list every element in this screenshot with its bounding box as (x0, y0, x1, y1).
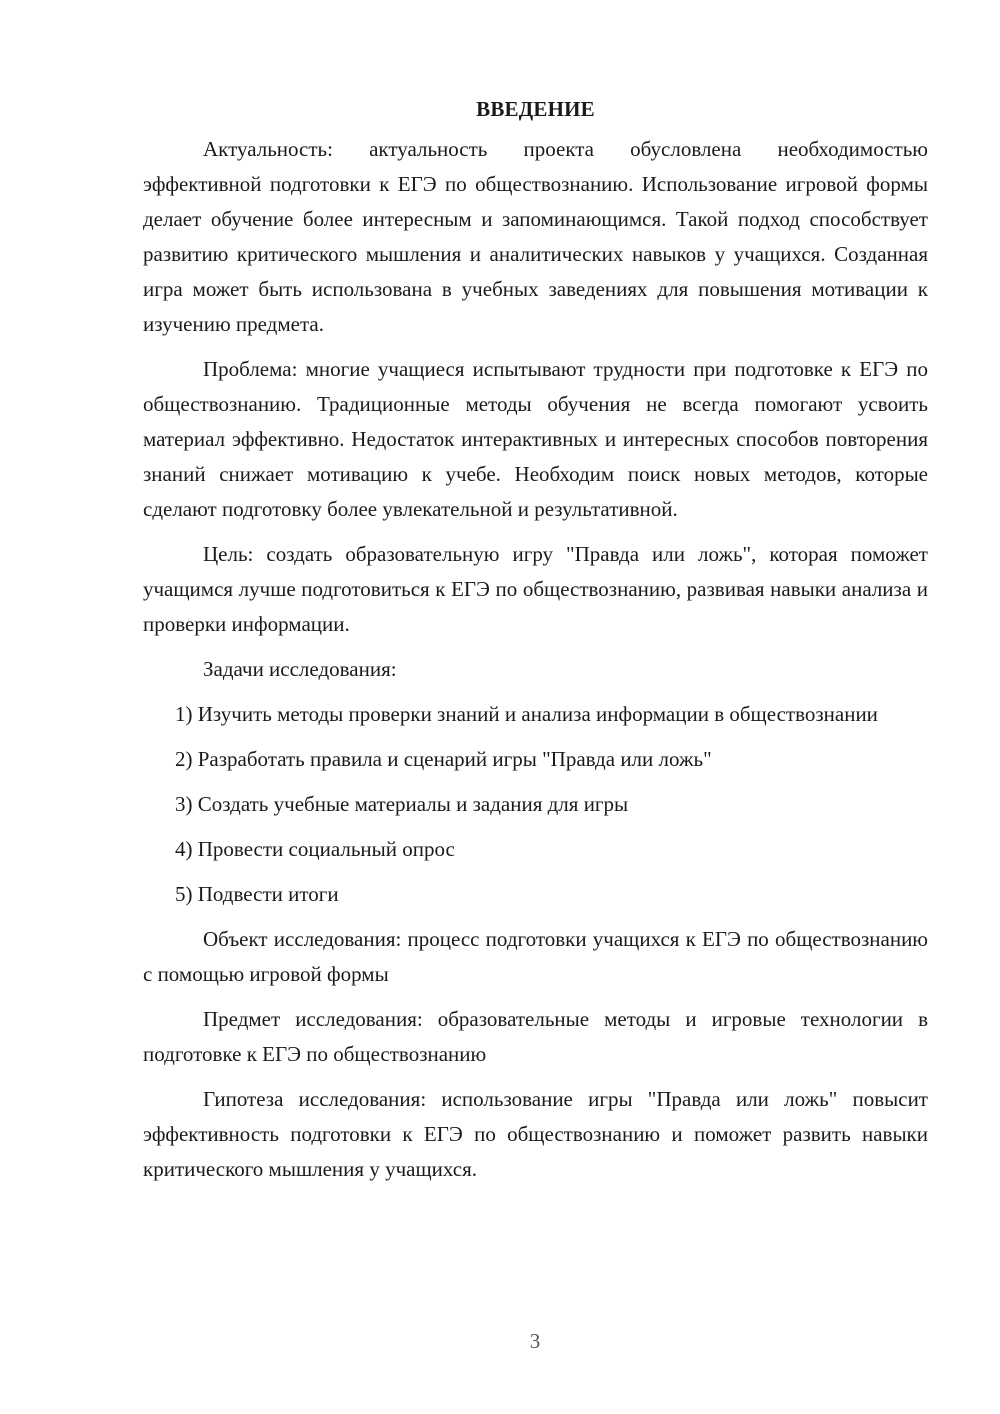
tasks-list (143, 697, 928, 912)
tasks-title: Задачи исследования: (203, 657, 397, 681)
task-item-2: 2) Разработать правила и сценарий игры "Правда или ложь" (175, 747, 712, 771)
task-item-4: 4) Провести социальный опрос (175, 837, 455, 861)
document-page (143, 92, 928, 1197)
paragraph-goal: Цель: создать образовательную игру "Правда или ложь", которая поможет учащимся лучше подготовиться к ЕГЭ по обществознанию, развивая навыки анализа и проверки информации. (143, 542, 928, 636)
paragraph-relevance: Актуальность: актуальность проекта обусловлена необходимостью эффективной подготовки к ЕГЭ по обществознанию. Использование игровой формы делает обучение более интересным и запоминающимся. Такой подход способствует развитию критического мышления и аналитических навыков у учащихся. Созданная игра может быть использована в учебных заведениях для повышения мотивации к изучению предмета. (143, 137, 928, 336)
paragraph-object: Объект исследования: процесс подготовки учащихся к ЕГЭ по обществознанию с помощью игровой формы (143, 927, 928, 986)
task-item-1: 1) Изучить методы проверки знаний и анализа информации в обществознании (175, 702, 878, 726)
paragraph-hypothesis: Гипотеза исследования: использование игры "Правда или ложь" повысит эффективность подготовки к ЕГЭ по обществознанию и поможет развить навыки критического мышления у учащихся. (143, 1087, 928, 1181)
paragraph-problem: Проблема: многие учащиеся испытывают трудности при подготовке к ЕГЭ по обществознанию. Традиционные методы обучения не всегда помогают усвоить материал эффективно. Недостаток интерактивных и интересных способов повторения знаний снижает мотивацию к учебе. Необходим поиск новых методов, которые сделают подготовку более увлекательной и результативной. (143, 357, 928, 521)
paragraph-subject: Предмет исследования: образовательные методы и игровые технологии в подготовке к ЕГЭ по обществознанию (143, 1007, 928, 1066)
section-heading: ВВЕДЕНИЕ (476, 97, 595, 121)
page-number: 3 (529, 1329, 541, 1353)
task-item-3: 3) Создать учебные материалы и задания для игры (175, 792, 629, 816)
task-item-5: 5) Подвести итоги (175, 882, 339, 906)
